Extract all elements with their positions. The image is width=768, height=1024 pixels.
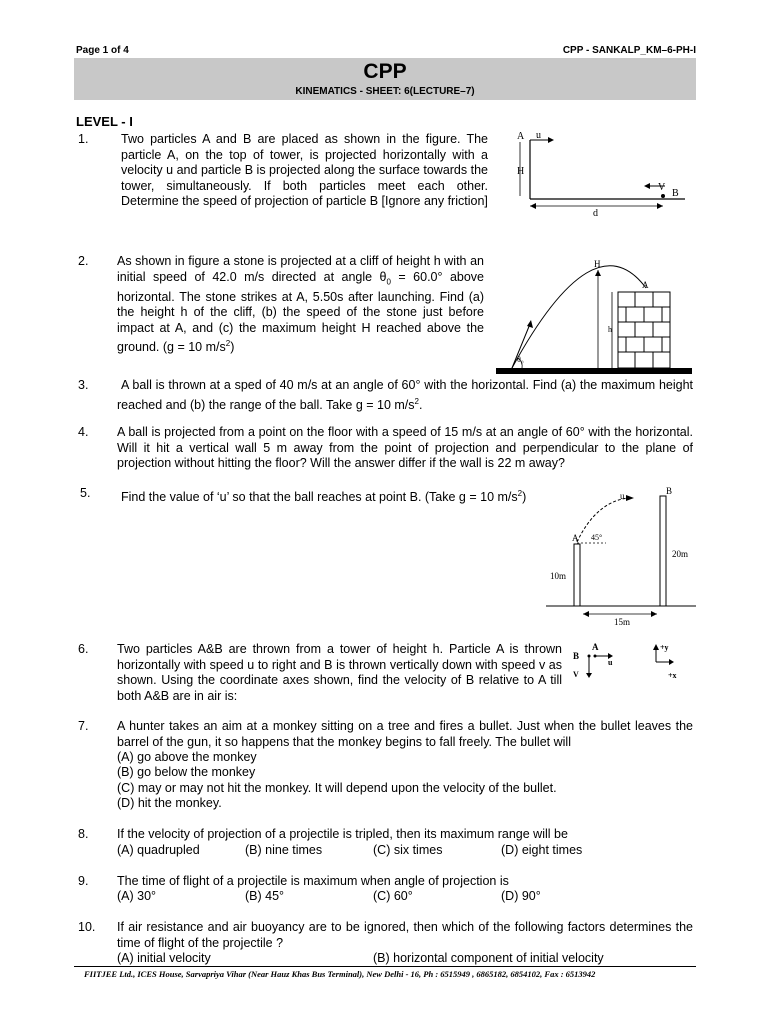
arrowhead-icon [583, 611, 589, 617]
option: (A) 30° [117, 889, 157, 903]
label-a: A [517, 131, 525, 142]
label-a: A [592, 642, 599, 652]
cliff-bricks [618, 292, 670, 368]
question-number: 8. [78, 827, 89, 841]
sheet-code: CPP - SANKALP_KM–6-PH-I [562, 45, 696, 56]
figure-tower-particles [500, 126, 695, 218]
question-text: Find the value of ‘u’ so that the ball reaches at point B. (Take g = 10 $m/s^2$) [121, 489, 527, 505]
question-text: A ball is projected from a point on the floor with a speed of 15 m/s at an angle of 60° with the horizontal. Will it hit a vertical wall 5 m away from the point of projection and perpendicular to the plane of projection without hitting the floor? Will the answer differ if the wall is 22 m away? [117, 425, 693, 471]
figure-relative-velocity [568, 640, 693, 685]
question-text: A hunter takes an aim at a monkey sitting on a tree and fires a bullet. Just when the bullet leaves the barrel of the gun, it so happens that the monkey begins to fall freely. The bullet will [117, 719, 693, 749]
question-text: The time of flight of a projectile is maximum when angle of projection is [117, 874, 509, 888]
arrowhead-icon [657, 203, 663, 209]
level-heading: LEVEL - I [76, 114, 133, 129]
question-number: 7. [78, 719, 89, 733]
label-h: H [517, 166, 525, 177]
figure-wall-projectile [546, 482, 696, 630]
label-h2: 20m [672, 549, 689, 559]
question-text: As shown in figure a stone is projected at a cliff of height h with an initial speed of 42.0 m/s directed at angle $\theta_0 = 60.0^\circ$ above horizontal. The stone strikes at A, 5.50s after launching. Find (a) the height h of the cliff, (b) the speed of the stone just before impact at A, and (c) the maximum height H reached above the ground. (g = 10 $m/s^2$) [117, 254, 484, 355]
label-b: B [573, 651, 580, 661]
question-number: 1. [78, 132, 89, 146]
label-plus-x: +x [668, 671, 677, 680]
question-number: 2. [78, 254, 89, 268]
page-title: CPP [363, 60, 407, 83]
option: (B) go below the monkey [117, 765, 256, 779]
label-u: u [620, 491, 625, 501]
arrowhead-icon [653, 644, 659, 650]
option: (C) may or may not hit the monkey. It will depend upon the velocity of the bullet. [117, 781, 557, 795]
option: (A) quadrupled [117, 843, 200, 857]
question-number: 5. [80, 486, 91, 500]
option: (C) 60° [373, 889, 413, 903]
question-text: A ball is thrown at a sped of 40 m/s at an angle of 60° with the horizontal. Find (a) the maximum height reached and (b) the range of the ball. Take g = 10 $m/s^2$. [117, 378, 693, 412]
label-plus-y: +y [660, 643, 669, 652]
trajectory [577, 498, 628, 542]
question-text: If the velocity of projection of a projectile is tripled, then its maximum range will be [117, 827, 568, 841]
short-wall [574, 544, 580, 606]
arrowhead-icon [527, 320, 533, 328]
arrowhead-icon [530, 203, 536, 209]
arrowhead-icon [595, 270, 601, 276]
label-u: u [536, 130, 541, 141]
label-v: V [658, 182, 666, 193]
label-a: A [642, 280, 649, 290]
option: (D) hit the monkey. [117, 796, 222, 810]
arrowhead-icon [548, 137, 554, 143]
page-subtitle: KINEMATICS - SHEET: 6(LECTURE–7) [295, 86, 475, 97]
arrowhead-icon [626, 495, 634, 501]
question-number: 10. [78, 920, 96, 934]
question-number: 3. [78, 378, 89, 392]
label-v: V [573, 670, 579, 679]
title-banner [74, 58, 696, 100]
option: (D) 90° [501, 889, 541, 903]
label-b: B [672, 188, 679, 199]
question-text: Two particles A&B are thrown from a tower of height h. Particle A is thrown horizontally with speed u to right and B is thrown vertically down with speed v as shown. Using the coordinate axes shown, find the velocity of B relative to A till both A&B are in air is: [117, 642, 562, 703]
label-h1: 10m [550, 571, 567, 581]
tall-wall [660, 496, 666, 606]
footer-address: FIITJEE Ltd., ICES House, Sarvapriya Vihar (Near Hauz Khas Bus Terminal), New Delhi - 16, Ph : 6515949 , 6865182, 6854102, Fax : 6513942 [84, 969, 596, 979]
option: (B) 45° [245, 889, 285, 903]
question-number: 4. [78, 425, 89, 439]
option: (B) nine times [245, 843, 323, 857]
option: (A) initial velocity [117, 951, 211, 965]
label-theta: θ₀ [517, 355, 524, 364]
arrowhead-icon [669, 659, 674, 665]
option: (D) eight times [501, 843, 583, 857]
label-angle: 45° [591, 533, 603, 542]
label-h-max: H [594, 259, 601, 269]
label-d: 15m [614, 617, 631, 627]
label-b: B [666, 486, 673, 496]
arrowhead-icon [586, 673, 592, 678]
arrowhead-icon [651, 611, 657, 617]
label-h-cliff: h [608, 325, 612, 334]
option: (C) six times [373, 843, 443, 857]
label-u: u [608, 658, 613, 667]
ground [496, 368, 692, 374]
page-number: Page 1 of 4 [76, 45, 129, 56]
question-text: If air resistance and air buoyancy are to be ignored, then which of the following factors determines the time of flight of the projectile ? [117, 920, 693, 950]
option: (B) horizontal component of initial velocity [373, 951, 604, 965]
question-number: 6. [78, 642, 89, 656]
figure-cliff-projectile [494, 258, 694, 378]
question-number: 9. [78, 874, 89, 888]
particle-b [661, 194, 665, 198]
footer-rule [74, 966, 696, 967]
option: (A) go above the monkey [117, 750, 257, 764]
label-d: d [593, 208, 598, 218]
label-a: A [572, 533, 579, 543]
arrowhead-icon [644, 183, 650, 189]
question-text: Two particles A and B are placed as shown in the figure. The particle A, on the top of tower, is projected horizontally with a velocity u and particle B is projected along the surface towards the tower, simultaneously. If both particles meet each other. Determine the speed of projection of particle B [Ignore any friction] [121, 132, 488, 209]
